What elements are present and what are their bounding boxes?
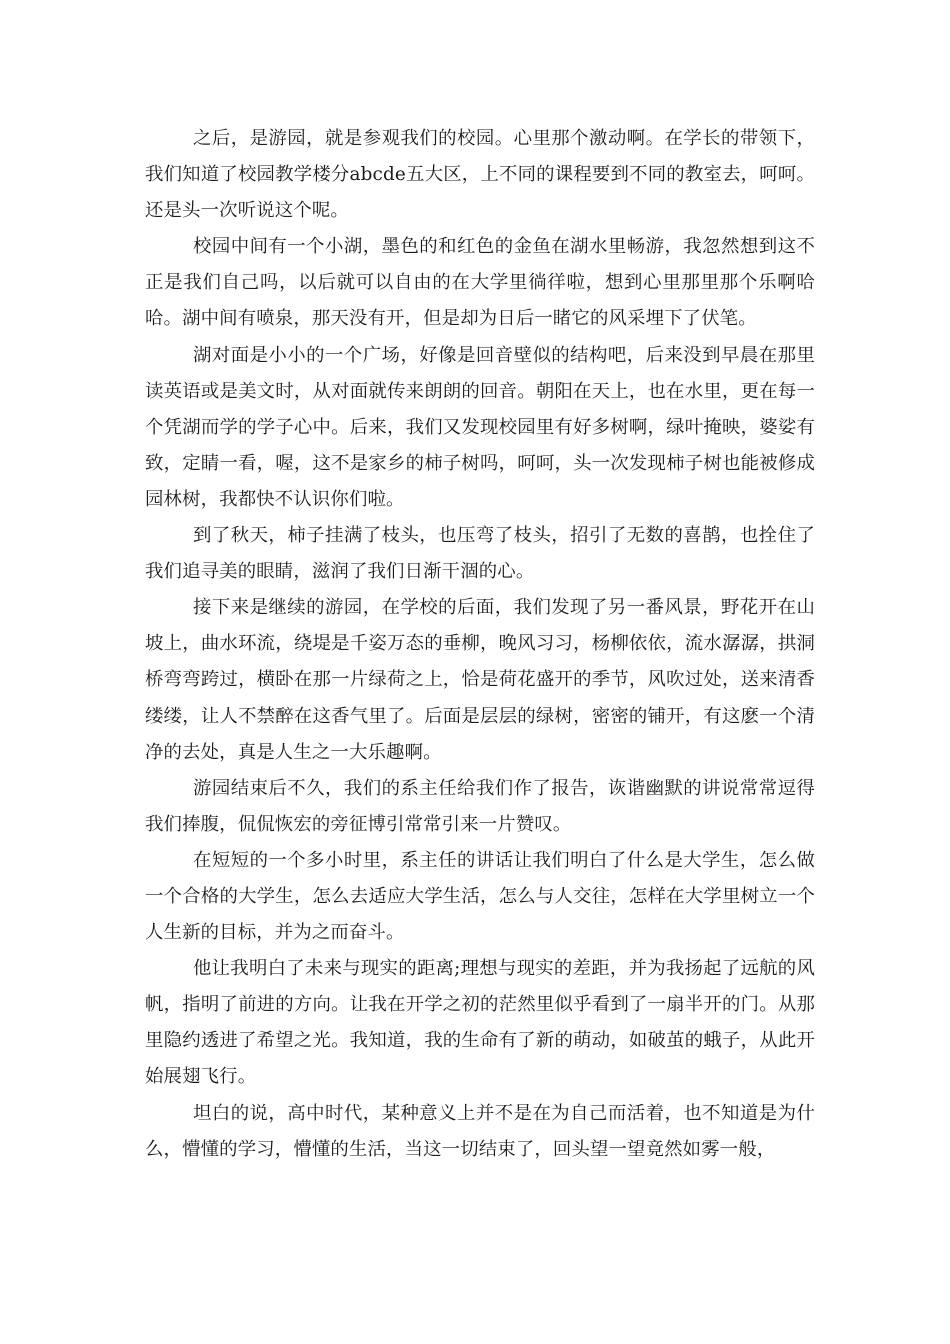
paragraph: 接下来是继续的游园，在学校的后面，我们发现了另一番风景，野花开在山坡上，曲水环流，绕堤是千姿万态的垂柳，晚风习习，杨柳依依，流水潺潺，拱洞桥弯弯跨过，横卧在那一片绿荷之上，恰是荷花盛开的季节，风吹过处，送来清香缕缕，让人不禁醉在这香气里了。后面是层层的绿树，密密的铺开，有这麽一个清净的去处，真是人生之一大乐趣啊。	[145, 597, 815, 763]
paragraph: 坦白的说，高中时代，某种意义上并不是在为自己而活着，也不知道是为什么，懵懂的学习，懵懂的生活，当这一切结束了，回头望一望竟然如雾一般，	[145, 1102, 815, 1160]
paragraph: 湖对面是小小的一个广场，好像是回音壁似的结构吧，后来没到早晨在那里读英语或是美文时，从对面就传来朗朗的回音。朝阳在天上，也在水里，更在每一个凭湖而学的学子心中。后来，我们又发现校园里有好多树啊，绿叶掩映，婆娑有致，定睛一看，喔，这不是家乡的柿子树吗，呵呵，头一次发现柿子树也能被修成园林树，我都快不认识你们啦。	[145, 344, 815, 510]
document-body	[145, 121, 815, 1168]
paragraph: 在短短的一个多小时里，系主任的讲话让我们明白了什么是大学生，怎么做一个合格的大学生，怎么去适应大学生活，怎么与人交往，怎样在大学里树立一个人生新的目标，并为之而奋斗。	[145, 849, 815, 944]
paragraph: 游园结束后不久，我们的系主任给我们作了报告，诙谐幽默的讲说常常逗得我们捧腹，侃侃恢宏的旁征博引常常引来一片赞叹。	[145, 777, 815, 835]
paragraph: 之后，是游园，就是参观我们的校园。心里那个激动啊。在学长的带领下，我们知道了校园教学楼分abcde五大区，上不同的课程要到不同的教室去，呵呵。还是头一次听说这个呢。	[145, 128, 815, 222]
paragraph: 到了秋天，柿子挂满了枝头，也压弯了枝头，招引了无数的喜鹊，也拴住了我们追寻美的眼睛，滋润了我们日渐干涸的心。	[145, 525, 815, 583]
paragraph: 他让我明白了未来与现实的距离;理想与现实的差距，并为我扬起了远航的风帆，指明了前进的方向。让我在开学之初的茫然里似乎看到了一扇半开的门。从那里隐约透进了希望之光。我知道，我的生命有了新的萌动，如破茧的蛾子，从此开始展翅飞行。	[145, 958, 815, 1088]
paragraph: 校园中间有一个小湖，墨色的和红色的金鱼在湖水里畅游，我忽然想到这不正是我们自己吗，以后就可以自由的在大学里徜徉啦，想到心里那里那个乐啊哈哈。湖中间有喷泉，那天没有开，但是却为日后一睹它的风采埋下了伏笔。	[145, 236, 815, 330]
